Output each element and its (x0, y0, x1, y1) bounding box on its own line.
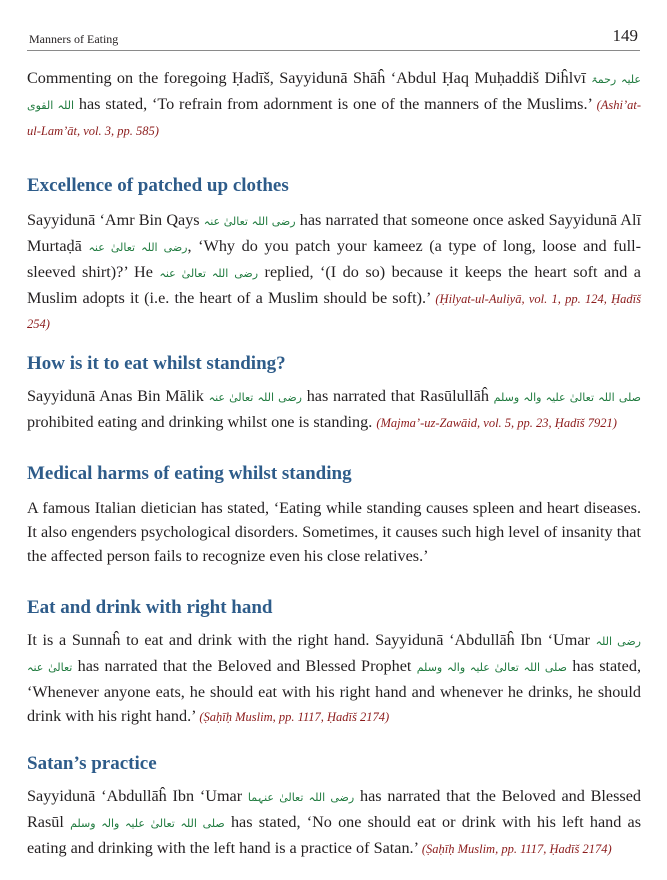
honorific: رضی اللہ تعالیٰ عنہ (203, 215, 296, 228)
intro-paragraph (27, 66, 641, 143)
citation: (Ṣaḥīḥ Muslim, pp. 1117, Ḥadīš 2174) (199, 710, 390, 724)
section-paragraph (27, 628, 641, 729)
text: Sayyidunā ‘Abdullāĥ Ibn ‘Umar (27, 787, 248, 805)
honorific: رضی اللہ تعالیٰ عنہ (27, 635, 641, 674)
section-heading: Excellence of patched up clothes (27, 175, 289, 196)
citation: (Ṣaḥīḥ Muslim, pp. 1117, Ḥadīš 2174) (421, 842, 612, 856)
text: , ‘Why do you patch your kameez (a type of long, loose and full-sleeved shirt)?’ He (27, 237, 642, 281)
honorific: رضی اللہ تعالیٰ عنہ (88, 241, 188, 254)
honorific: صلی اللہ تعالیٰ علیہ والہ وسلم (493, 391, 641, 404)
honorific: صلی اللہ تعالیٰ علیہ والہ وسلم (416, 661, 568, 674)
text: Sayyidunā Anas Bin Mālik (27, 387, 209, 405)
text: replied, ‘(I do so) because it keeps the heart soft and a Muslim adopts it (i.e. the heart of a Muslim should be soft).’ (27, 263, 641, 307)
text: has stated, ‘No one should eat or drink with his left hand as eating and drinking with the left hand is a practice of Satan.’ (27, 813, 642, 857)
text: has narrated that the Beloved and Blessed Prophet (72, 657, 417, 675)
section-heading: Satan’s practice (27, 753, 157, 774)
honorific: رضی اللہ تعالیٰ عنہ (159, 267, 259, 280)
page-number: 149 (612, 26, 638, 45)
citation: (Majma’-uz-Zawāid, vol. 5, pp. 23, Ḥadīš 7921) (376, 416, 617, 430)
citation: (Ashi’at-ul-Lam’āt, vol. 3, pp. 585) (27, 98, 641, 138)
honorific: رضی اللہ تعالیٰ عنہما (247, 791, 355, 804)
section-paragraph (27, 496, 641, 568)
section-heading: Eat and drink with right hand (27, 597, 273, 618)
text: has narrated that the Beloved and Blessed Rasūl (27, 787, 641, 831)
running-header (27, 22, 640, 51)
text: prohibited eating and drinking whilst one is standing. (27, 413, 377, 431)
text: A famous Italian dietician has stated, ‘Eating while standing causes spleen and heart diseases. It also engenders psychological disorders. Sometimes, it causes such high level of insanity that the affected person fails to recognize even his close relatives.’ (27, 499, 641, 565)
honorific: علیہ رحمۃ اللہ القوی (27, 73, 641, 112)
section-paragraph (27, 784, 641, 861)
text: It is a Sunnaĥ to eat and drink with the right hand. Sayyidunā ‘Abdullāĥ Ibn ‘Umar (27, 631, 596, 649)
text: has stated, ‘Whenever anyone eats, he should eat with his right hand and whenever he drinks, he should drink with his right hand.’ (27, 657, 642, 725)
section-heading: How is it to eat whilst standing? (27, 353, 286, 374)
honorific: رضی اللہ تعالیٰ عنہ (208, 391, 302, 404)
intro-text-2: has stated, ‘To refrain from adornment is one of the manners of the Muslims.’ (74, 95, 597, 113)
citation: (Ḥilyat-ul-Auliyā, vol. 1, pp. 124, Ḥadīš 254) (27, 292, 641, 331)
section-heading: Medical harms of eating whilst standing (27, 463, 352, 484)
text: Sayyidunā ‘Amr Bin Qays (27, 211, 204, 229)
section-paragraph (27, 208, 641, 336)
text: has narrated that Rasūlullāĥ (302, 387, 494, 405)
honorific: صلی اللہ تعالیٰ علیہ والہ وسلم (70, 817, 225, 830)
intro-text-1: Commenting on the foregoing Ḥadīš, Sayyidunā Shāĥ ‘Abdul Ḥaq Muḥaddiš Diĥlvī (27, 69, 592, 87)
text: has narrated that someone once asked Sayyidunā Alī Murtaḍā (27, 211, 641, 255)
section-paragraph (27, 384, 641, 435)
chapter-title: Manners of Eating (29, 32, 119, 46)
